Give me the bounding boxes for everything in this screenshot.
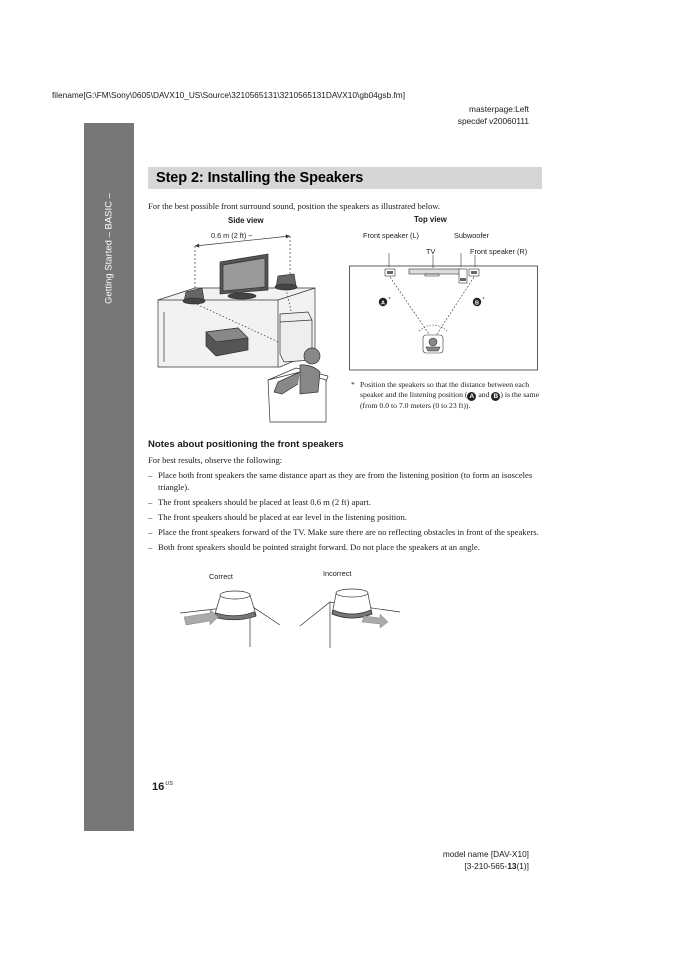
marker-a: A (381, 300, 385, 307)
marker-a-asterisk: * (388, 297, 391, 303)
filename-header: filename[G:\FM\Sony\0605\DAVX10_US\Source\3210565131\3210565131DAVX10\gb04gsb.fm] (52, 90, 406, 100)
footnote-mark: * (351, 380, 355, 389)
section-title: Step 2: Installing the Speakers (156, 170, 364, 186)
model-code (443, 860, 529, 872)
model-code-suffix: (1)] (516, 861, 529, 871)
footnote-body (351, 380, 546, 411)
incorrect-speaker-illustration (300, 582, 410, 652)
side-view-distance-label: 0.6 m (2 ft) ~ (211, 231, 253, 240)
page-number-value: 16 (152, 781, 165, 793)
footnote-part2: ) is the same (from 0.0 to 7.0 meters (0 to 23 ft)). (360, 390, 539, 411)
side-view-title: Side view (228, 216, 264, 225)
model-code-prefix: [3-210-565- (464, 861, 508, 871)
model-footer (443, 848, 529, 872)
position-footnote (351, 380, 546, 411)
note-item: – Both front speakers should be pointed straight forward. Do not place the speakers at an angle. (148, 541, 544, 553)
top-view-illustration (349, 261, 539, 371)
notes-list (148, 469, 544, 556)
footnote-and: and (476, 390, 492, 400)
notes-intro: For best results, observe the following: (148, 455, 283, 465)
chapter-side-label (84, 123, 134, 323)
correct-speaker-illustration (180, 585, 290, 655)
notes-heading: Notes about positioning the front speakers (148, 439, 344, 450)
section-intro: For the best possible front surround sound, position the speakers as illustrated below. (148, 201, 441, 211)
marker-b: B (475, 300, 479, 307)
front-speaker-left-label: Front speaker (L) (363, 231, 419, 240)
chapter-label-text: Getting Started – BASIC – (103, 193, 115, 304)
top-view-title: Top view (414, 215, 447, 224)
footnote-part1: Position the speakers so that the distance between each speaker and the listening position ( (360, 380, 530, 400)
footnote-marker-a: A (467, 392, 476, 401)
footnote-marker-b: B (491, 392, 500, 401)
model-name: model name [DAV-X10] (442, 849, 529, 859)
masterpage-label: masterpage:Left (469, 104, 529, 114)
note-item: – Place both front speakers the same distance apart as they are from the listening position (to form an isosceles triangle). (148, 469, 544, 493)
specdef-label: specdef v20060111 (457, 116, 529, 126)
marker-b-asterisk: * (482, 297, 485, 303)
page-number-suffix: US (165, 781, 173, 787)
incorrect-label: Incorrect (323, 569, 352, 578)
side-view-illustration (150, 232, 350, 422)
model-code-bold: 13 (507, 861, 517, 871)
note-item: – The front speakers should be placed at ear level in the listening position. (148, 511, 544, 523)
correct-label: Correct (209, 572, 233, 581)
page-number (152, 781, 173, 793)
tv-label: TV (426, 247, 436, 256)
front-speaker-right-label: Front speaker (R) (470, 247, 528, 256)
subwoofer-label: Subwoofer (454, 231, 489, 240)
note-item: – Place the front speakers forward of the TV. Make sure there are no reflecting obstacles in front of the speakers. (148, 526, 544, 538)
note-item: – The front speakers should be placed at least 0.6 m (2 ft) apart. (148, 496, 544, 508)
masterpage-header (458, 103, 529, 127)
